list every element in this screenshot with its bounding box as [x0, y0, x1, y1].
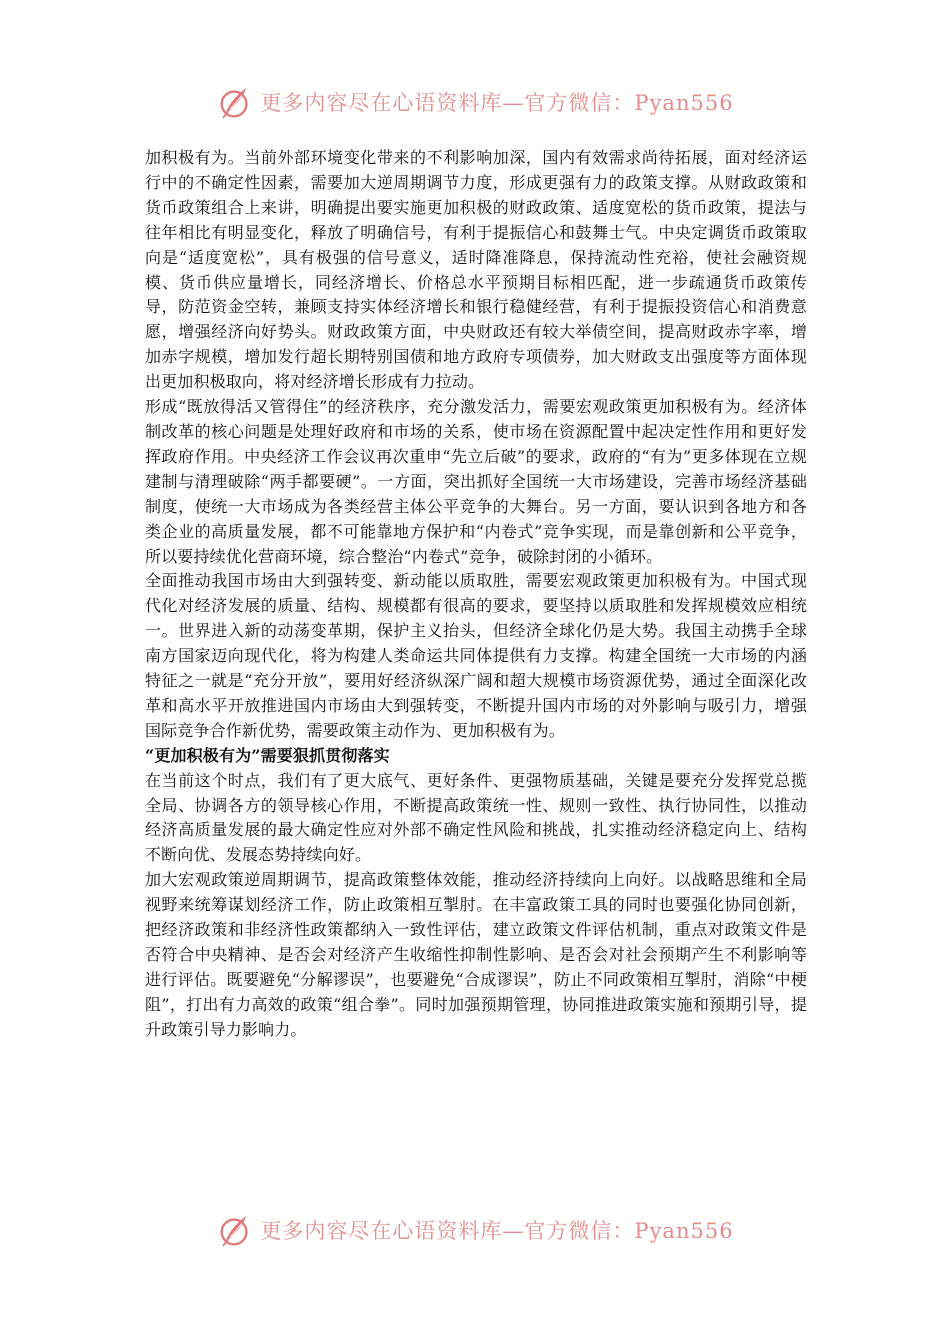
body-paragraph: 形成“既放得活又管得住”的经济秩序，充分激发活力，需要宏观政策更加积极有为。经济体制改革的核心问题是处理好政府和市场的关系，使市场在资源配置中起决定性作用和更好发挥政府作用。中央经济工作会议再次重申“先立后破”的要求，政府的“有为”更多体现在立规建制与清理破除“两手都要硬”。一方面，突出抓好全国统一大市场建设，完善市场经济基础制度，使统一大市场成为各类经营主体公平竞争的大舞台。另一方面，要认识到各地方和各类企业的高质量发展，都不可能靠地方保护和“内卷式”竞争实现，而是靠创新和公平竞争，所以要持续优化营商环境，综合整治“内卷式”竞争，破除封闭的小循环。 — [145, 397, 807, 566]
section-heading: “更加积极有为”需要狠抓贯彻落实 — [145, 745, 390, 765]
body-paragraph: 加大宏观政策逆周期调节，提高政策整体效能，推动经济持续向上向好。以战略思维和全局视野来统筹谋划经济工作，防止政策相互掣肘。在丰富政策工具的同时也要强化协同创新，把经济政策和非经济性政策都纳入一致性评估，建立政策文件评估机制，重点对政策文件是否符合中央精神、是否会对经济产生收缩性抑制性影响、是否会对社会预期产生不利影响等进行评估。既要避免“分解谬误”，也要避免“合成谬误”，防止不同政策相互掣肘，消除“中梗阻”，打出有力高效的政策“组合拳”。同时加强预期管理，协同推进政策实施和预期引导，提升政策引导力影响力。 — [145, 870, 807, 1039]
body-paragraph: 全面推动我国市场由大到强转变、新动能以质取胜，需要宏观政策更加积极有为。中国式现代化对经济发展的质量、结构、规模都有很高的要求，要坚持以质取胜和发挥规模效应相统一。世界进入新的动荡变革期，保护主义抬头，但经济全球化仍是大势。我国主动携手全球南方国家迈向现代化，将为构建人类命运共同体提供有力支撑。构建全国统一大市场的内涵特征之一就是“充分开放”，要用好经济纵深广阔和超大规模市场资源优势，通过全面深化改革和高水平开放推进国内市场由大到强转变，不断提升国内市场的对外影响与吸引力，增强国际竞争合作新优势，需要政策主动作为、更加积极有为。 — [145, 571, 807, 740]
quill-logo-icon — [216, 83, 254, 121]
quill-logo-icon — [216, 1211, 254, 1249]
body-paragraph: 加积极有为。当前外部环境变化带来的不利影响加深，国内有效需求尚待拓展，面对经济运行中的不确定性因素，需要加大逆周期调节力度，形成更强有力的政策支撑。从财政政策和货币政策组合上来讲，明确提出要实施更加积极的财政政策、适度宽松的货币政策，提法与往年相比有明显变化，释放了明确信号，有利于提振信心和鼓舞士气。中央定调货币政策取向是“适度宽松”，具有极强的信号意义，适时降准降息，保持流动性充裕，使社会融资规模、货币供应量增长，同经济增长、价格总水平预期目标相匹配，进一步疏通货币政策传导，防范资金空转，兼顾支持实体经济增长和银行稳健经营，有利于提振投资信心和消费意愿，增强经济向好势头。财政政策方面，中央财政还有较大举债空间，提高财政赤字率，增加赤字规模，增加发行超长期特别国债和地方政府专项债券，加大财政支出强度等方面体现出更加积极取向，将对经济增长形成有力拉动。 — [145, 148, 807, 392]
header-watermark-banner — [0, 80, 950, 124]
header-banner-text: 更多内容尽在心语资料库—官方微信：Pyan556 — [260, 91, 734, 115]
footer-watermark-banner — [0, 1208, 950, 1252]
footer-banner-text: 更多内容尽在心语资料库—官方微信：Pyan556 — [260, 1219, 734, 1243]
document-body — [145, 146, 807, 1043]
body-paragraph: 在当前这个时点，我们有了更大底气、更好条件、更强物质基础，关键是要充分发挥党总揽全局、协调各方的领导核心作用，不断提高政策统一性、规则一致性、执行协同性，以推动经济高质量发展的最大确定性应对外部不确定性风险和挑战，扎实推动经济稳定向上、结构不断向优、发展态势持续向好。 — [145, 770, 807, 865]
